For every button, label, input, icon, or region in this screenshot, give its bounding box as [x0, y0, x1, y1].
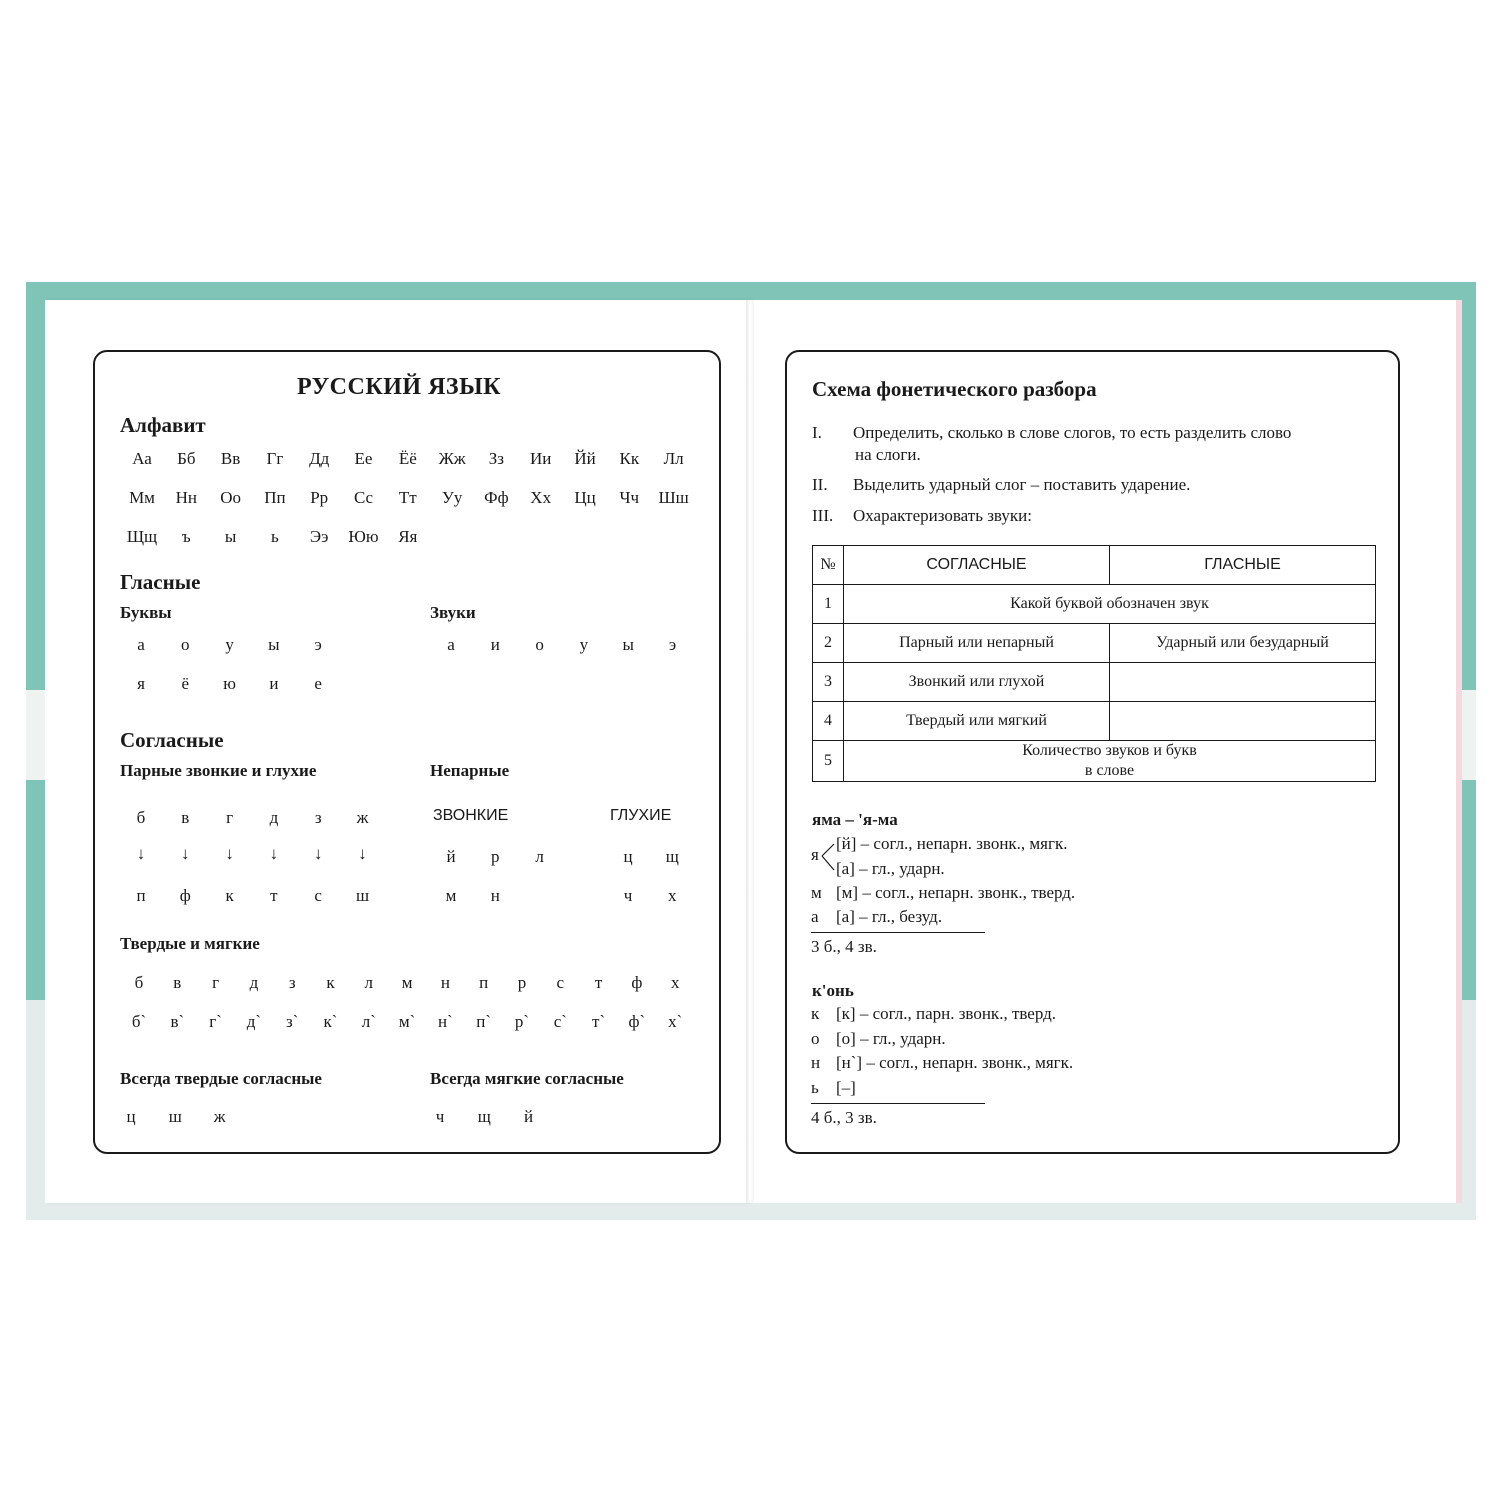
- step-1-num: I.: [812, 423, 822, 442]
- paired-voiced-letter: д: [269, 808, 279, 827]
- paired-voiceless-letter: ф: [179, 886, 191, 905]
- vowel-sound: а: [447, 635, 455, 654]
- alphabet-letter: Юю: [348, 527, 379, 546]
- hard-letter: р: [517, 973, 527, 992]
- hard-letter: з: [288, 973, 296, 992]
- hard-soft-heading: Твердые и мягкие: [120, 934, 260, 953]
- vowel-letter: е: [314, 674, 322, 693]
- example-1-m-line: [м] – согл., непарн. звонк., тверд.: [836, 883, 1076, 902]
- alphabet-letter: Нн: [175, 488, 197, 507]
- consonants-heading: Согласные: [120, 728, 224, 752]
- table-cell-vowel: [1110, 702, 1376, 741]
- page-title: РУССКИЙ ЯЗЫК: [297, 374, 502, 400]
- example-2-line: [н`] – согл., непарн. звонк., мягк.: [836, 1053, 1074, 1072]
- example-2-letter: к: [811, 1004, 820, 1023]
- alphabet-letter: ы: [224, 527, 237, 546]
- always-soft-letter: щ: [477, 1107, 491, 1126]
- unpaired-voiced-letter: м: [445, 886, 457, 905]
- unpaired-voiced-letter: н: [490, 886, 500, 905]
- alphabet-letter: Йй: [574, 449, 596, 468]
- soft-letter: т`: [592, 1012, 606, 1031]
- alphabet-letter: Сс: [353, 488, 374, 507]
- unpaired-voiced-letter: р: [491, 847, 500, 866]
- example-2-letter: н: [811, 1053, 821, 1072]
- paired-voiced-letter: г: [226, 808, 234, 827]
- alphabet-letter: Зз: [488, 449, 504, 468]
- paired-voiceless-letter: т: [270, 886, 278, 905]
- table-head-vowels: ГЛАСНЫЕ: [1110, 546, 1376, 585]
- arrow-down-icon: ↓: [269, 844, 279, 863]
- vowel-letter: я: [137, 674, 145, 693]
- alphabet-letter: Фф: [484, 488, 509, 507]
- arrow-down-icon: ↓: [313, 844, 323, 863]
- alphabet-letter: Пп: [264, 488, 286, 507]
- alphabet-letter: Жж: [438, 449, 466, 468]
- hard-letter: м: [401, 973, 413, 992]
- soft-letter: п`: [476, 1012, 492, 1031]
- vowel-sound: у: [579, 635, 589, 654]
- example-2-line: [к] – согл., парн. звонк., тверд.: [836, 1004, 1057, 1023]
- vowel-letter: и: [269, 674, 279, 693]
- table-row-num: 5: [813, 741, 844, 782]
- alphabet-letter: Цц: [574, 488, 596, 507]
- soft-letter: к`: [323, 1012, 338, 1031]
- vowel-letter: а: [137, 635, 145, 654]
- paired-voiceless-letter: ш: [355, 886, 370, 905]
- alphabet-letter: Ии: [530, 449, 552, 468]
- alphabet-letter: Вв: [220, 449, 241, 468]
- hard-letter: к: [326, 973, 335, 992]
- unpaired-voiceless-letter: х: [668, 886, 677, 905]
- phonetic-scheme-title: Схема фонетического разбора: [812, 377, 1097, 401]
- example-2-summary: 4 б., 3 зв.: [811, 1108, 877, 1127]
- alphabet-letter: Гг: [266, 449, 284, 468]
- example-2-word: к'онь: [812, 981, 854, 1000]
- unpaired-voiceless-letter: ч: [623, 886, 633, 905]
- alphabet-heading: Алфавит: [120, 413, 206, 437]
- paired-voiced-letter: б: [136, 808, 146, 827]
- hard-letter: ф: [631, 973, 643, 992]
- arrow-down-icon: ↓: [136, 844, 146, 863]
- example-1-divider: [811, 932, 985, 933]
- soft-letter: м`: [398, 1012, 416, 1031]
- hard-letter: в: [173, 973, 182, 992]
- always-soft-letter: ч: [435, 1107, 445, 1126]
- alphabet-letter: Лл: [663, 449, 684, 468]
- vowel-letter: у: [225, 635, 234, 654]
- alphabet-letter: Дд: [309, 449, 330, 468]
- page-fold: [746, 300, 754, 1203]
- soft-letter: б`: [131, 1012, 147, 1031]
- voiced-label: ЗВОНКИЕ: [433, 807, 509, 824]
- table-row-num: 3: [813, 663, 844, 702]
- example-1-a-line: [а] – гл., безуд.: [836, 907, 943, 926]
- alphabet-letter: Кк: [619, 449, 640, 468]
- paired-voiceless-letter: п: [136, 886, 146, 905]
- unpaired-voiceless-letter: щ: [665, 847, 679, 866]
- step-2-num: II.: [812, 475, 828, 494]
- table-head-num: №: [813, 546, 844, 585]
- hard-letter: д: [249, 973, 259, 992]
- hard-letter: п: [479, 973, 489, 992]
- unpaired-voiceless-letter: ц: [623, 847, 633, 866]
- alphabet-letter: Яя: [398, 527, 418, 546]
- step-3-num: III.: [812, 506, 834, 525]
- example-1-ya-line-2: [а] – гл., ударн.: [836, 859, 945, 878]
- alphabet-letter: Хх: [530, 488, 552, 507]
- unpaired-voiced-letter: й: [446, 847, 456, 866]
- paired-voiced-letter: в: [181, 808, 190, 827]
- example-1-m-letter: м: [811, 883, 822, 902]
- vowels-heading: Гласные: [120, 570, 201, 594]
- always-soft-heading: Всегда мягкие согласные: [430, 1069, 624, 1088]
- soft-letter: л`: [361, 1012, 376, 1031]
- table-row-num: 1: [813, 585, 844, 624]
- vowel-letter: ы: [268, 635, 280, 654]
- vowel-letters-label: Буквы: [120, 603, 172, 622]
- example-1-word: яма – 'я-ма: [812, 810, 898, 829]
- voiceless-label: ГЛУХИЕ: [610, 807, 672, 824]
- example-2-letter: о: [811, 1028, 820, 1048]
- hard-letter: с: [556, 973, 565, 992]
- hard-letter: т: [594, 973, 603, 992]
- step-1-text: Определить, сколько в слове слогов, то есть разделить слово: [853, 423, 1292, 442]
- example-1-summary: 3 б., 4 зв.: [811, 937, 877, 956]
- soft-letter: р`: [514, 1012, 530, 1031]
- table-cell-vowel: [1110, 663, 1376, 702]
- alphabet-letter: Щщ: [126, 527, 158, 546]
- always-hard-letter: ш: [168, 1107, 182, 1126]
- alphabet-letter: Мм: [129, 488, 155, 507]
- vowel-letter: о: [181, 635, 190, 654]
- soft-letter: д`: [246, 1012, 262, 1031]
- table-cell-vowel: Ударный или безударный: [1110, 624, 1376, 663]
- unpaired-consonants-label: Непарные: [430, 761, 510, 780]
- arrow-down-icon: ↓: [225, 844, 234, 863]
- example-1-a-letter: а: [811, 907, 819, 926]
- vowel-sound: ы: [622, 635, 634, 654]
- hard-letter: н: [440, 973, 450, 992]
- table-head-consonants: СОГЛАСНЫЕ: [844, 546, 1110, 585]
- soft-letter: в`: [170, 1012, 185, 1031]
- arrow-down-icon: ↓: [181, 844, 190, 863]
- vowel-sound: о: [535, 635, 544, 654]
- example-2-letter: ь: [811, 1077, 819, 1097]
- vowel-letter: э: [314, 635, 322, 654]
- example-2-line: [о] – гл., ударн.: [836, 1028, 946, 1048]
- paired-voiced-letter: ж: [356, 808, 369, 827]
- hard-letter: л: [364, 973, 374, 992]
- phonetic-table: [812, 545, 1376, 782]
- always-hard-letter: ж: [213, 1107, 226, 1126]
- example-1-ya-line-1: [й] – согл., непарн. звонк., мягк.: [836, 834, 1068, 853]
- alphabet-letter: Ээ: [309, 527, 329, 546]
- table-cell-consonant: Твердый или мягкий: [844, 702, 1110, 741]
- soft-letter: н`: [438, 1012, 453, 1031]
- alphabet-letter: Аа: [132, 449, 152, 468]
- alphabet-letter: Ёё: [398, 449, 417, 468]
- soft-letter: с`: [553, 1012, 567, 1031]
- alphabet-letter: ъ: [181, 527, 191, 546]
- step-2-text: Выделить ударный слог – поставить ударение.: [853, 475, 1191, 494]
- hard-letter: б: [134, 973, 144, 992]
- table-cell-merged: Какой буквой обозначен звук: [844, 585, 1376, 624]
- always-hard-letter: ц: [126, 1107, 136, 1126]
- table-row-num: 4: [813, 702, 844, 741]
- step-3-text: Охарактеризовать звуки:: [853, 506, 1032, 525]
- alphabet-letter: Шш: [658, 488, 689, 507]
- soft-letter: ф`: [628, 1012, 646, 1031]
- vowel-letter: ю: [223, 674, 236, 693]
- vowel-sound: и: [490, 635, 500, 654]
- paired-voiceless-letter: к: [225, 886, 234, 905]
- alphabet-letter: Тт: [398, 488, 417, 507]
- step-1-cont: на слоги.: [855, 445, 921, 464]
- alphabet-letter: Бб: [177, 449, 196, 468]
- page-edge: [1456, 300, 1462, 1203]
- alphabet-letter: ь: [271, 527, 279, 546]
- table-cell-consonant: Парный или непарный: [844, 624, 1110, 663]
- table-cell-line: в слове: [1084, 762, 1135, 779]
- unpaired-voiced-letter: л: [535, 847, 544, 866]
- paired-voiceless-letter: с: [314, 886, 322, 905]
- table-cell-consonant: Звонкий или глухой: [844, 663, 1110, 702]
- soft-letter: г`: [209, 1012, 222, 1031]
- paired-voiced-letter: з: [314, 808, 322, 827]
- table-cell-merged: [844, 741, 1376, 782]
- vowel-letter: ё: [181, 674, 190, 693]
- soft-letter: х`: [668, 1012, 683, 1031]
- vowel-sounds-label: Звуки: [430, 603, 476, 622]
- example-2-line: [–]: [836, 1077, 856, 1097]
- soft-letter: з`: [285, 1012, 299, 1031]
- always-hard-heading: Всегда твердые согласные: [120, 1069, 322, 1088]
- alphabet-letter: Чч: [619, 488, 640, 507]
- always-soft-letter: й: [524, 1107, 534, 1126]
- vowel-sound: э: [668, 635, 677, 654]
- hard-letter: х: [670, 973, 680, 992]
- alphabet-letter: Оо: [220, 488, 241, 507]
- example-2-divider: [811, 1103, 985, 1104]
- arrow-down-icon: ↓: [358, 844, 367, 863]
- table-row-num: 2: [813, 624, 844, 663]
- hard-letter: г: [212, 973, 220, 992]
- alphabet-letter: Ее: [354, 449, 373, 468]
- example-1-ya-letter: я: [811, 845, 819, 864]
- table-cell-line: Количество звуков и букв: [1022, 742, 1197, 759]
- paired-consonants-label: Парные звонкие и глухие: [120, 761, 317, 780]
- alphabet-letter: Уу: [441, 488, 463, 507]
- alphabet-letter: Рр: [310, 488, 329, 507]
